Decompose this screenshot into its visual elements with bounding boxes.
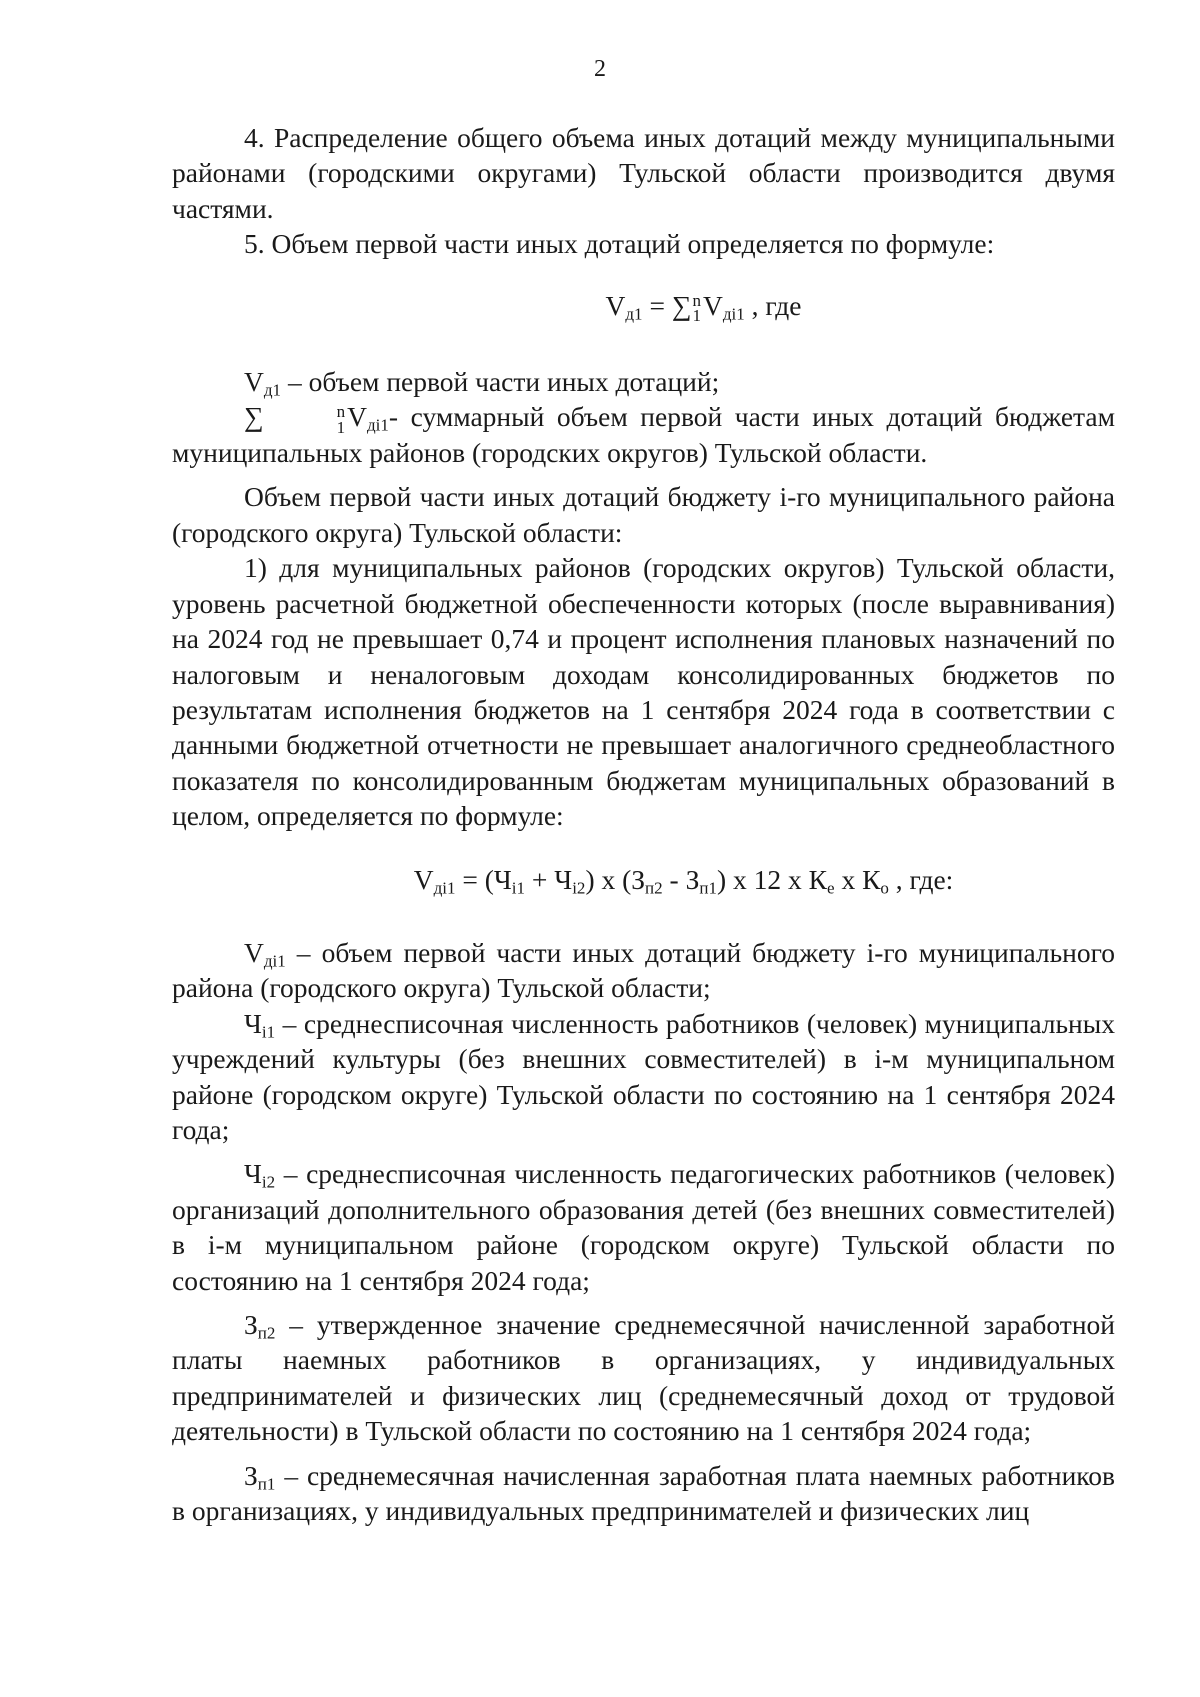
formula-part: ) x (З <box>585 863 646 895</box>
definition-symbol: З <box>244 1309 258 1340</box>
definition-text: – среднесписочная численность работников (человек) муниципальных учреждений культуры (без внешних совместителей) в i-м муниципальном районе (городском округе) Тульской области по состоянию на 1 сентября 2024 года; <box>172 1007 1115 1145</box>
formula-operator: = <box>642 289 672 321</box>
formula-subscript: i2 <box>572 877 586 897</box>
formula-subscript: дi1 <box>722 303 745 323</box>
definition-symbol: З <box>244 1459 258 1491</box>
formula-part: x К <box>834 863 881 895</box>
definition-ch1 <box>172 1006 1115 1148</box>
sum-limits <box>692 290 701 326</box>
definition-text: – среднесписочная численность педагогических работников (человек) организаций дополнительного образования детей (без внешних совместителей) в i-м муниципальном районе (городском округе) Тульской области по состоянию на 1 сентября 2024 года; <box>172 1158 1115 1296</box>
formula-subscript: дi1 <box>433 877 456 897</box>
formula-subscript: i1 <box>511 877 526 897</box>
formula-part: = (Ч <box>455 863 512 895</box>
definition-subscript: дi1 <box>263 951 286 971</box>
formula-tail: , где: <box>888 863 954 895</box>
definition-symbol: V <box>244 936 264 968</box>
sum-lower: 1 <box>692 306 701 326</box>
formula-subscript: п1 <box>699 877 717 897</box>
formula-vd1 <box>172 262 1115 364</box>
sum-symbol: ∑ <box>244 401 264 433</box>
formula-part: + Ч <box>525 863 573 895</box>
formula-symbol: V <box>413 863 434 895</box>
definition-text: – утвержденное значение среднемесячной начисленной заработной платы наемных работников в организациях, у индивидуальных предпринимателей и физических лиц (среднемесячный доход от трудовой деятельности) в Тульской области по состоянию на 1 сентября 2024 года; <box>172 1309 1115 1447</box>
definition-text: – среднемесячная начисленная заработная плата наемных работников в организациях, у индивидуальных предпринимателей и физических лиц <box>172 1459 1115 1527</box>
formula-vdi1 <box>172 834 1115 935</box>
definition-ch2 <box>172 1156 1115 1298</box>
definition-symbol: V <box>244 365 264 397</box>
definition-subscript: п2 <box>257 1323 276 1343</box>
definition-symbol: Ч <box>244 1158 262 1190</box>
definition-z2 <box>172 1307 1115 1449</box>
formula-tail: , где <box>744 289 802 321</box>
formula-subscript: п2 <box>645 877 663 897</box>
definition-vdi1 <box>172 935 1115 1006</box>
paragraph-objem: Объем первой части иных дотаций бюджету i-го муниципального района (городского округа) Тульской области: <box>172 481 1115 548</box>
definition-subscript: дi1 <box>367 415 389 435</box>
formula-part: ) x 12 x К <box>717 863 827 895</box>
definition-subscript: п1 <box>257 1473 276 1493</box>
sum-upper: n <box>692 290 701 310</box>
sum-upper: n <box>336 402 346 422</box>
definition-symbol: Ч <box>244 1007 262 1039</box>
definition-subscript: д1 <box>263 379 282 399</box>
formula-subscript: е <box>827 877 835 897</box>
definition-vd1 <box>172 364 1115 399</box>
formula-part: - З <box>662 863 700 895</box>
paragraph-item-1: 1) для муниципальных районов (городских округов) Тульской области, уровень расчетной бюджетной обеспеченности которых (после выравнивания) на 2024 год не превышает 0,74 и процент исполнения плановых назначений по налоговым и неналоговым доходам консолидированных бюджетов по результатам исполнения бюджетов на 1 сентября 2024 года в соответствии с данными бюджетной отчетности не превышает аналогичного среднеобластного показателя по консолидированным бюджетам муниципальных образований в целом, определяется по формуле: <box>172 552 1115 832</box>
definition-text: - суммарный объем первой части иных дотаций бюджетам муниципальных районов (городских округов) Тульской области. <box>172 401 1115 469</box>
document-body <box>172 120 1115 1528</box>
definition-sum <box>172 399 1115 470</box>
definition-text: – объем первой части иных дотаций бюджету i-го муниципального района (городского округа) Тульской области; <box>172 936 1115 1004</box>
page-number: 2 <box>594 56 606 82</box>
sum-lower: 1 <box>336 417 346 437</box>
paragraph-4: 4. Распределение общего объема иных дотаций между муниципальными районами (городскими округами) Тульской области производится двумя частями. <box>172 122 1115 224</box>
formula-subscript: о <box>880 877 889 897</box>
definition-z1 <box>172 1458 1115 1529</box>
formula-symbol: V <box>702 289 723 321</box>
formula-subscript: д1 <box>625 303 643 323</box>
definition-text: – объем первой части иных дотаций; <box>281 365 720 397</box>
definition-subscript: i2 <box>261 1172 276 1192</box>
paragraph-5: 5. Объем первой части иных дотаций определяется по формуле: <box>244 228 995 260</box>
definition-symbol: V <box>347 401 367 433</box>
sum-symbol: ∑ <box>671 289 692 321</box>
sum-limits <box>265 404 346 435</box>
formula-symbol: V <box>605 289 626 321</box>
definition-subscript: i1 <box>261 1022 276 1041</box>
